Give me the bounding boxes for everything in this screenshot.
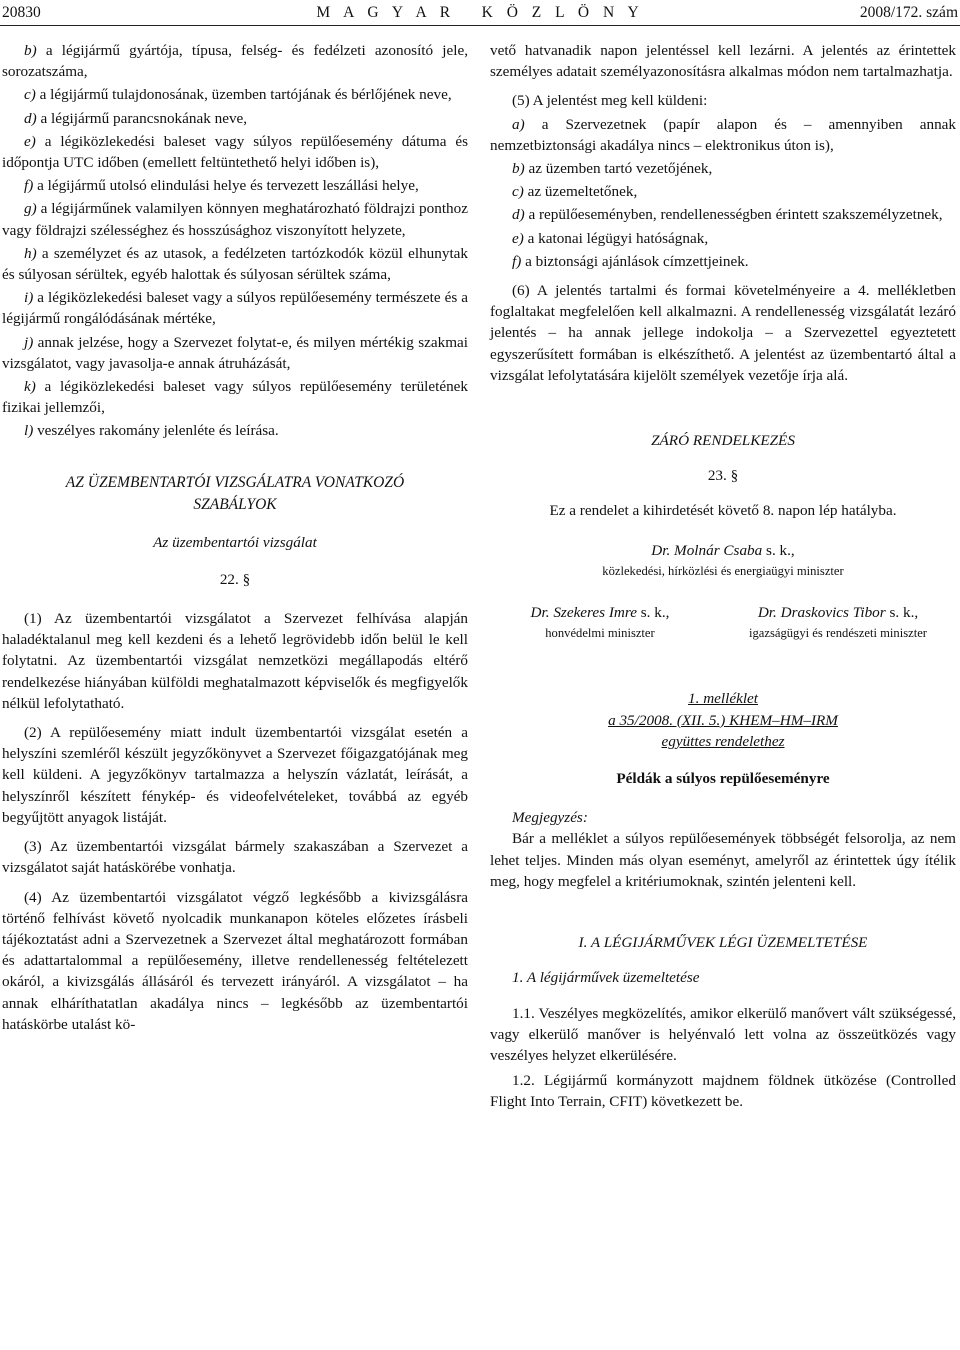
section-subtitle: Az üzembentartói vizsgálat: [153, 533, 317, 551]
list-item: f) a légijármű utolsó elindulási helye és tervezett leszállási helye,: [24, 177, 419, 195]
paragraph: (4) Az üzembentartói vizsgálatot végző legkésőbb a kivizsgálásra történő felhívást követő nyolcadik munkanapon köteles előzetes írásbeli tájékoztatást adni a Szervezetnek a Szervezet által meghatározott formában és adattartalommal a repülőesemény, illetve rendellenesség feltételezett okáról, a kivizsgálás állásáról és tervezett irányáról. A vizsgálatot – ha annak elháríthatatlan akadálya nincs – legkésőbb az üzembentartói hatáskörbe utalást kö-: [2, 888, 468, 1033]
signer-role: honvédelmi miniszter: [545, 626, 655, 641]
page-header: [0, 0, 960, 26]
point: 1.2. Légijármű kormányzott majdnem földnek ütközése (Controlled Flight Into Terrain, CFIT) következett be.: [490, 1072, 956, 1111]
list-item: a) a Szervezetnek (papír alapon és – amennyiben annak nemzetbiztonsági akadálya nincs – elektronikus úton is),: [490, 115, 957, 154]
list-item: k) a légiközlekedési baleset vagy súlyos repülőesemény területének fizikai jellemzői,: [2, 378, 469, 417]
list-item: l) veszélyes rakomány jelenléte és leírása.: [24, 422, 279, 440]
journal-title: M A G Y A R K Ö Z L Ö N Y: [316, 4, 644, 21]
note-text: Bár a melléklet a súlyos repülőesemények többségét felsorolja, az nem lehet teljes. Minden más olyan eseményt, amelyről az érintettek úgy ítélik meg, hogy megfelel a kritériumoknak, szintén jelenteni kell.: [490, 830, 956, 890]
signer-name: Dr. Draskovics Tibor: [757, 604, 886, 622]
annex-heading: 1. melléklet a 35/2008. (XII. 5.) KHEM–HM–IRM együttes rendelethez: [608, 690, 838, 750]
list-item: g) a légijárműnek valamilyen könnyen meghatározható földrajzi ponthoz vagy földrajzi szélességhez és hosszúsághoz viszonyított helyzete,: [2, 200, 468, 239]
annex-title: Példák a súlyos repülőeseményre: [616, 770, 830, 788]
list-item: h) a személyzet és az utasok, a fedélzeten tartózkodók közül elhunytak és súlyosan sérültek, egyéb halottak és súlyosan sérültek száma,: [2, 244, 469, 284]
list-item: e) a légiközlekedési baleset vagy súlyos repülőesemény dátuma és időpontja UTC időben (emellett feltüntethető helyi időben is),: [2, 132, 469, 172]
list-item: c) az üzemeltetőnek,: [512, 183, 638, 201]
signature-main: Dr. Molnár Csaba s. k., közlekedési, hírközlési és energiaügyi miniszter: [490, 540, 956, 582]
signature-right: Dr. Draskovics Tibor s. k., igazságügyi és rendészeti miniszter: [720, 602, 956, 644]
right-column: [490, 40, 956, 1113]
paragraph: (3) Az üzembentartói vizsgálat bármely szakaszában a Szervezet a vizsgálatot saját hatáskörébe vonhatja.: [2, 838, 468, 877]
recipient-list: [490, 114, 956, 272]
subsection-title: 1. A légijárművek üzemeltetése: [512, 969, 700, 987]
issue-number: 2008/172. szám: [859, 4, 958, 21]
paragraph-number: 22. §: [219, 570, 251, 588]
signer-name: Dr. Szekeres Imre: [530, 604, 637, 622]
list-item: b) a légijármű gyártója, típusa, felség- és fedélzeti azonosító jele, sorozatszáma,: [2, 42, 469, 81]
paragraph: vető hatvanadik napon jelentéssel kell lezárni. A jelentés az érintettek személyes adatait személyazonosításra alkalmas módon nem tartalmazhatja.: [490, 42, 956, 81]
point: 1.1. Veszélyes megközelítés, amikor elkerülő manővert vált szükségessé, vagy elkerülő manőver is helyénvaló lett volna az összeütközés vagy veszélyes helyzet elkerülésére.: [490, 1004, 956, 1064]
list-item: b) az üzemben tartó vezetőjének,: [512, 160, 713, 178]
item-list: [2, 40, 468, 442]
closing-title: ZÁRÓ RENDELKEZÉS: [651, 432, 795, 450]
paragraph: (6) A jelentés tartalmi és formai követelményeire a 4. mellékletben foglaltakat megfelelően kell alkalmazni. A rendellenesség vizsgálatát lezáró jelentés – ha annak jellege indokolja – a Szervezettel egyeztetett egyszerűsített formában is elkészíthető. A jelentést az üzembentartó által a vizsgálat lefolytatására kijelölt személyek vezetője írja alá.: [490, 282, 956, 384]
note-label: Megjegyzés:: [512, 809, 588, 827]
closing-text: Ez a rendelet a kihirdetését követő 8. napon lép hatályba.: [549, 502, 897, 520]
list-item: j) annak jelzése, hogy a Szervezet folytat-e, és milyen mértékig szakmai vizsgálatot, vagy javasolja-e annak átruházását,: [2, 333, 468, 372]
signer-name: Dr. Molnár Csaba: [651, 541, 763, 559]
signature-left: Dr. Szekeres Imre s. k., honvédelmi miniszter: [490, 602, 710, 644]
section-title: AZ ÜZEMBENTARTÓI VIZSGÁLATRA VONATKOZÓ SZABÁLYOK: [65, 473, 405, 513]
left-column: [2, 40, 468, 1035]
paragraph: (2) A repülőesemény miatt indult üzembentartói vizsgálat esetén a helyszíni szemléről készült jegyzőkönyvet a Szervezet főigazgatójának meg kell küldeni. A jegyzőkönyv tartalmazza a helyszín vázlatát, leírását, a helyszínről készített fénykép- és videofelvételeket, továbbá az egyéb begyűjtött anyagok listáját.: [2, 724, 468, 826]
list-item: i) a légiközlekedési baleset vagy a súlyos repülőesemény természete és a légijármű rongálódásának mértéke,: [2, 289, 468, 328]
list-item: c) a légijármű tulajdonosának, üzemben tartójának és bérlőjének neve,: [24, 86, 452, 104]
closing-paragraph-number: 23. §: [707, 467, 739, 485]
signer-role: közlekedési, hírközlési és energiaügyi miniszter: [602, 563, 844, 578]
part-title: I. A LÉGIJÁRMŰVEK LÉGI ÜZEMELTETÉSE: [578, 934, 868, 952]
list-item: f) a biztonsági ajánlások címzettjeinek.: [512, 252, 749, 270]
list-item: e) a katonai légügyi hatóságnak,: [512, 229, 709, 247]
signature-row: [490, 602, 956, 644]
list-item: d) a repülőeseményben, rendellenességben érintett szakszemélyzetnek,: [512, 206, 943, 224]
list-item: d) a légijármű parancsnokának neve,: [24, 109, 248, 127]
signer-role: igazságügyi és rendészeti miniszter: [749, 626, 927, 641]
paragraph: (5) A jelentést meg kell küldeni:: [512, 92, 708, 110]
page-number: 20830: [2, 4, 41, 21]
paragraph: (1) Az üzembentartói vizsgálatot a Szervezet felhívása alapján haladéktalanul meg kell kezdeni és a lehető legrövidebb időn belül le kell folytatni. Az üzembentartói vizsgálat nemzetközi megállapodás eltérő rendelkezése hiányában külföldi meghatalmazott képviselők és megfigyelők nélkül lefolytatható.: [2, 610, 468, 712]
